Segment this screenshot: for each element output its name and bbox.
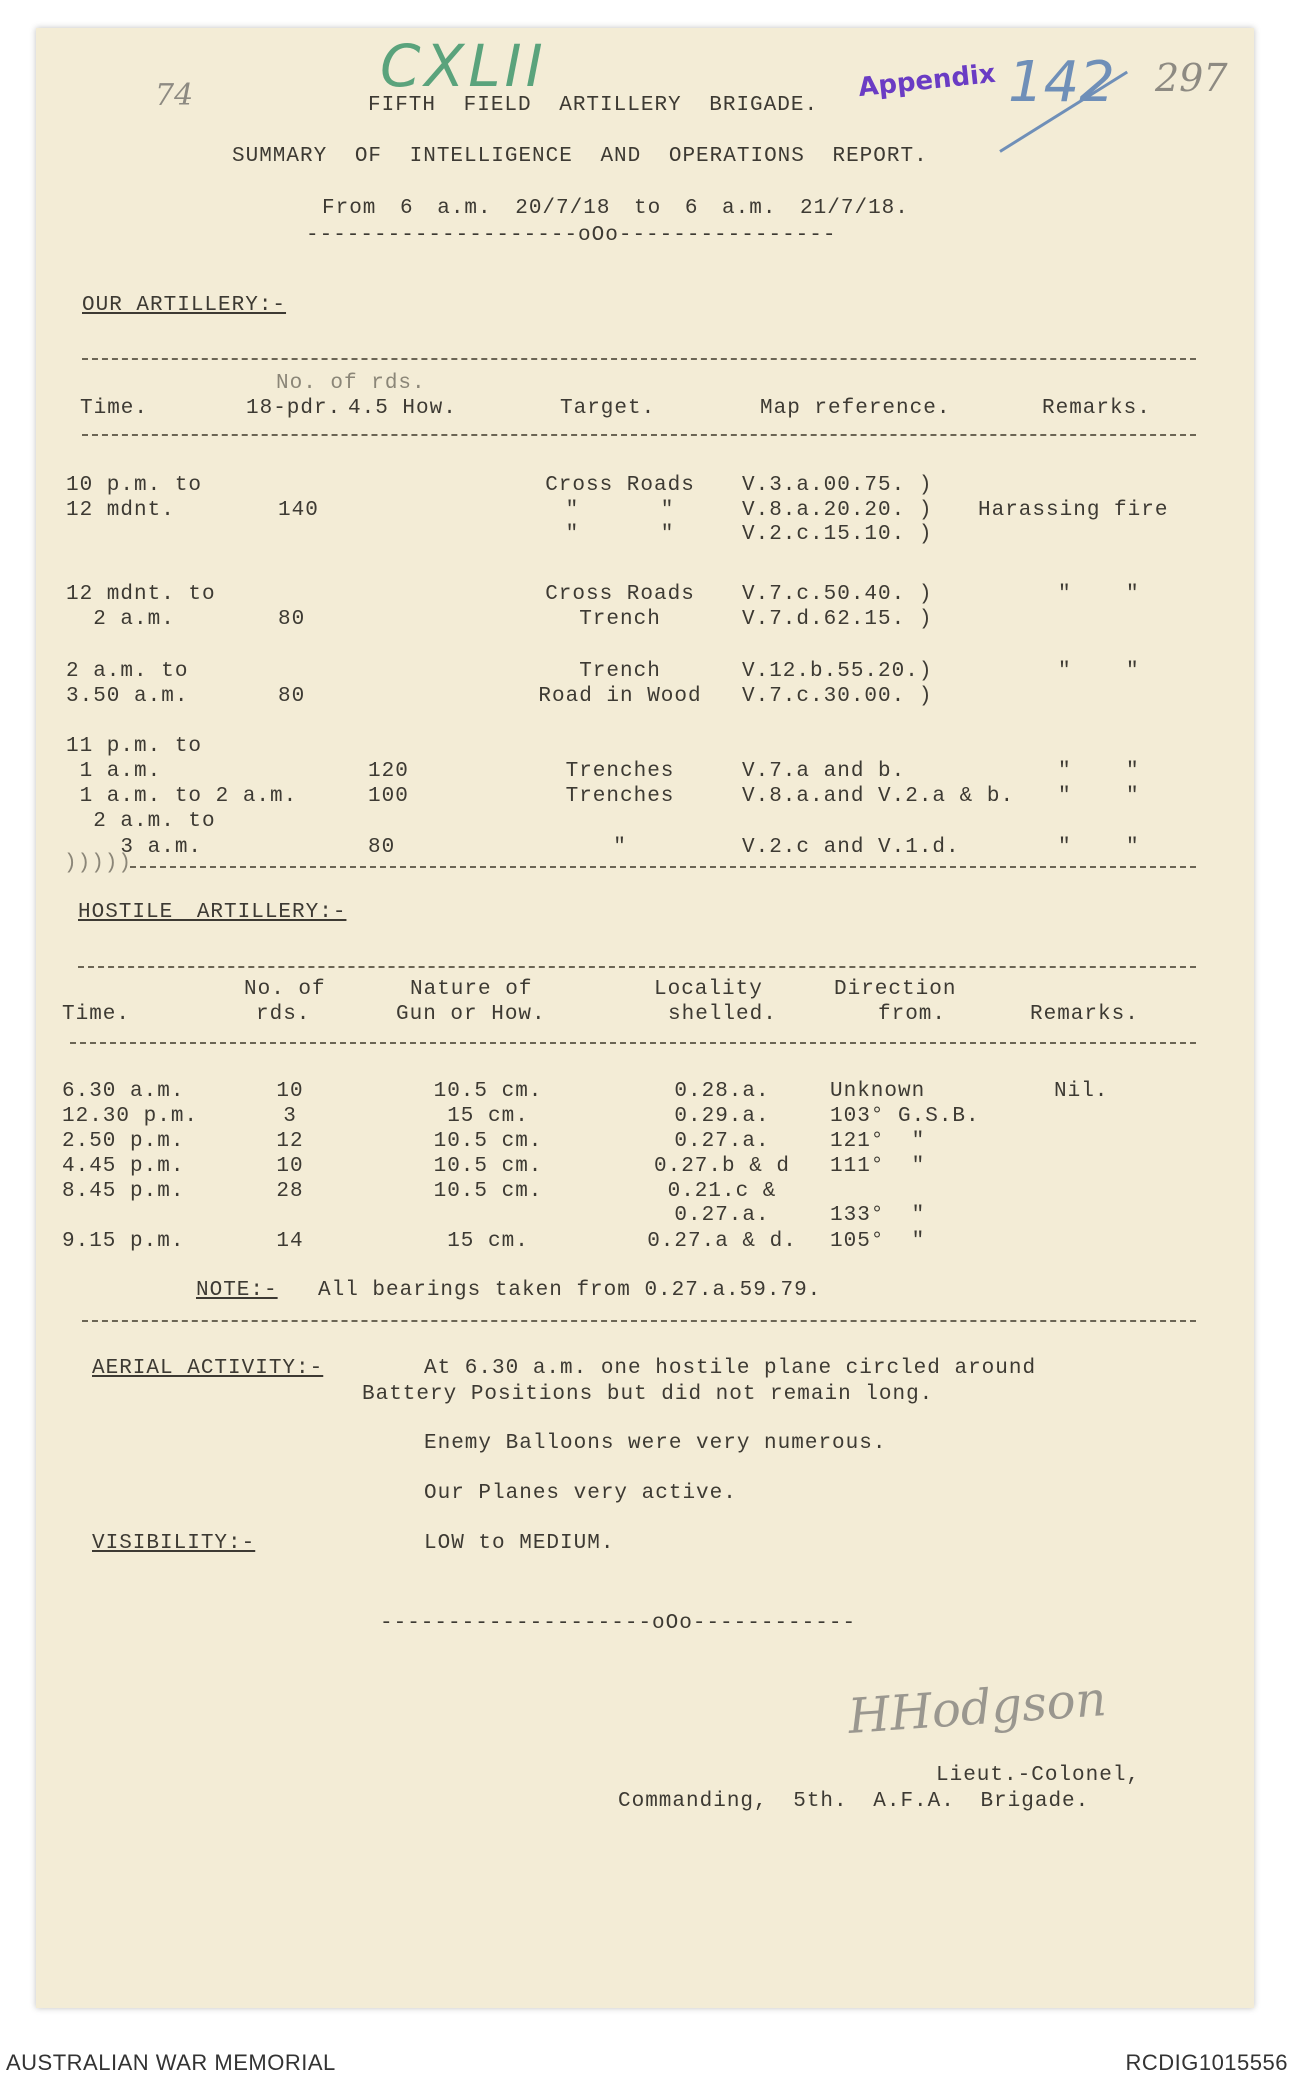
our-artillery-cell-target: Trenches [565,785,675,808]
our-artillery-cell-time: 10 p.m. to [66,474,203,497]
green-annotation: CXLII [380,32,547,100]
report-title: SUMMARY OF INTELLIGENCE AND OPERATIONS REPORT. [232,145,928,168]
column-header-18pdr: 18-pdr. [246,397,342,420]
our-artillery-cell-time: 12 mdnt. [66,499,175,522]
column-header-map-reference: Map reference. [760,397,951,420]
our-artillery-cell-remarks: " " [1058,760,1140,783]
divider [82,1320,1196,1322]
our-artillery-cell-target: Trench [579,608,661,631]
hostile-artillery-cell-locality: 0.21.c & [667,1180,777,1203]
footer-archive-name: AUSTRALIAN WAR MEMORIAL [6,2050,336,2075]
hostile-artillery-cell-direction: 111° " [830,1155,926,1178]
our-artillery-cell-map: V.12.b.55.20.) [742,660,933,683]
column-header-rounds: No. of rds. [276,372,426,395]
hostile-artillery-heading: HOSTILE ARTILLERY:- [78,901,347,924]
our-artillery-cell-target: " " [565,499,675,522]
our-artillery-heading: OUR ARTILLERY:- [82,294,287,317]
our-artillery-cell-target: " " [565,523,675,546]
our-artillery-cell-remarks: " " [1058,660,1140,683]
hostile-artillery-cell-time: 2.50 p.m. [62,1130,185,1153]
hostile-artillery-cell-nature: 15 cm. [447,1105,529,1128]
hostile-artillery-cell-locality: 0.27.a. [674,1204,770,1227]
hostile-artillery-cell-rds: 12 [276,1130,304,1153]
our-artillery-cell-time: 2 a.m. [66,608,175,631]
hostile-artillery-cell-direction: 121° " [830,1130,926,1153]
our-artillery-cell-pdr: 140 [278,499,319,522]
signature-rank: Lieut.-Colonel, [936,1764,1141,1787]
aerial-activity-label: AERIAL ACTIVITY:- [92,1357,324,1380]
footer-item-id: RCDIG1015556 [1125,2050,1288,2075]
our-artillery-cell-remarks: " " [1058,583,1140,606]
hostile-artillery-cell-time: 9.15 p.m. [62,1230,185,1253]
column-header-from: from. [878,1003,947,1026]
signature: HHodgson [846,1671,1109,1745]
signature-command: Commanding, 5th. A.F.A. Brigade. [618,1790,1090,1813]
our-artillery-cell-map: V.7.d.62.15. ) [742,608,933,631]
our-artillery-cell-map: V.7.a and b. [742,760,906,783]
our-artillery-cell-time: 1 a.m. [66,760,162,783]
hostile-artillery-cell-nature: 15 cm. [447,1230,529,1253]
column-header-rds: rds. [256,1003,311,1026]
divider [78,966,1196,968]
blue-annotation: 142 [1008,50,1115,115]
hostile-artillery-cell-nature: 10.5 cm. [433,1155,543,1178]
column-header-target: Target. [560,397,656,420]
hostile-artillery-cell-direction: 103° G.S.B. [830,1105,980,1128]
our-artillery-cell-pdr: 80 [278,685,306,708]
visibility-value: LOW to MEDIUM. [424,1532,615,1555]
hostile-artillery-cell-locality: 0.27.b & d [653,1155,791,1178]
column-header-shelled: shelled. [668,1003,777,1026]
hostile-artillery-cell-locality: 0.27.a. [674,1130,770,1153]
our-artillery-cell-how: 120 [368,760,409,783]
note-label: NOTE:- [196,1279,278,1302]
note-text: All bearings taken from 0.27.a.59.79. [318,1279,822,1302]
our-artillery-cell-remarks: Harassing fire [978,499,1169,522]
our-artillery-cell-time: 3.50 a.m. [66,685,189,708]
our-artillery-cell-map: V.3.a.00.75. ) [742,474,933,497]
our-artillery-cell-target: Trenches [565,760,675,783]
hostile-artillery-cell-locality: 0.27.a & d. [647,1230,797,1253]
our-artillery-cell-target: Road in Wood [538,685,702,708]
our-artillery-cell-target: Cross Roads [545,474,695,497]
column-header-no-of: No. of [244,978,326,1001]
our-artillery-cell-how: 100 [368,785,409,808]
our-artillery-cell-time: 11 p.m. to [66,735,203,758]
our-artillery-cell-time: 1 a.m. to 2 a.m. [66,785,298,808]
hostile-artillery-cell-time: 12.30 p.m. [62,1105,199,1128]
aerial-activity-line-4: Our Planes very active. [424,1482,737,1505]
our-artillery-cell-target: Cross Roads [545,583,695,606]
our-artillery-cell-pdr: 80 [278,608,306,631]
column-header-45how: 4.5 How. [348,397,457,420]
our-artillery-cell-map: V.8.a.20.20. ) [742,499,933,522]
hostile-artillery-cell-rds: 3 [283,1105,297,1128]
hostile-artillery-cell-nature: 10.5 cm. [433,1180,543,1203]
folio-number: 74 [155,78,194,113]
column-header-remarks: Remarks. [1042,397,1151,420]
divider-marks: ))))) [64,852,133,875]
column-header-time: Time. [62,1003,131,1026]
column-header-direction: Direction [834,978,957,1001]
aerial-activity-line-1: At 6.30 a.m. one hostile plane circled around [424,1357,1037,1380]
hostile-artillery-cell-rds: 28 [276,1180,304,1203]
our-artillery-cell-map: V.7.c.50.40. ) [742,583,933,606]
aerial-activity-line-2: Battery Positions but did not remain long. [362,1383,934,1406]
column-header-gun-or-how: Gun or How. [396,1003,546,1026]
our-artillery-cell-map: V.7.c.30.00. ) [742,685,933,708]
our-artillery-cell-time: 2 a.m. to [66,660,189,683]
hostile-artillery-cell-time: 6.30 a.m. [62,1080,185,1103]
hostile-artillery-cell-time: 8.45 p.m. [62,1180,185,1203]
hostile-artillery-cell-remarks: Nil. [1054,1080,1109,1103]
divider [70,1042,1196,1044]
end-separator: --------------------oOo------------ [380,1612,857,1635]
our-artillery-cell-map: V.8.a.and V.2.a & b. [742,785,1015,808]
hostile-artillery-cell-time: 4.45 p.m. [62,1155,185,1178]
column-header-nature-of: Nature of [410,978,533,1001]
our-artillery-cell-target: " [613,836,627,859]
our-artillery-cell-how: 80 [368,836,396,859]
our-artillery-cell-remarks: " " [1058,785,1140,808]
appendix-stamp: Appendix [856,58,997,104]
hostile-artillery-cell-direction: Unknown [830,1080,926,1103]
hostile-artillery-cell-rds: 14 [276,1230,304,1253]
hostile-artillery-cell-direction: 133° " [830,1204,926,1227]
divider [82,434,1196,436]
our-artillery-cell-time: 3 a.m. [66,836,203,859]
column-header-remarks: Remarks. [1030,1003,1139,1026]
hostile-artillery-cell-rds: 10 [276,1155,304,1178]
column-header-locality: Locality [654,978,763,1001]
hostile-artillery-cell-nature: 10.5 cm. [433,1130,543,1153]
our-artillery-cell-map: V.2.c and V.1.d. [742,836,960,859]
header-separator: --------------------oOo---------------- [306,224,837,247]
divider [130,866,1196,868]
hostile-artillery-cell-rds: 10 [276,1080,304,1103]
our-artillery-cell-time: 2 a.m. to [66,810,216,833]
hostile-artillery-cell-nature: 10.5 cm. [433,1080,543,1103]
report-period: From 6 a.m. 20/7/18 to 6 a.m. 21/7/18. [322,197,909,220]
our-artillery-cell-target: Trench [579,660,661,683]
column-header-time: Time. [80,397,149,420]
visibility-label: VISIBILITY:- [92,1532,256,1555]
divider [82,358,1196,360]
our-artillery-cell-time: 12 mdnt. to [66,583,216,606]
aerial-activity-line-3: Enemy Balloons were very numerous. [424,1432,887,1455]
our-artillery-cell-map: V.2.c.15.10. ) [742,523,933,546]
our-artillery-cell-remarks: " " [1058,836,1140,859]
hostile-artillery-cell-direction: 105° " [830,1230,926,1253]
hostile-artillery-cell-locality: 0.28.a. [674,1080,770,1103]
hostile-artillery-cell-locality: 0.29.a. [674,1105,770,1128]
unit-title: FIFTH FIELD ARTILLERY BRIGADE. [368,94,819,117]
page-number: 297 [1155,56,1228,100]
